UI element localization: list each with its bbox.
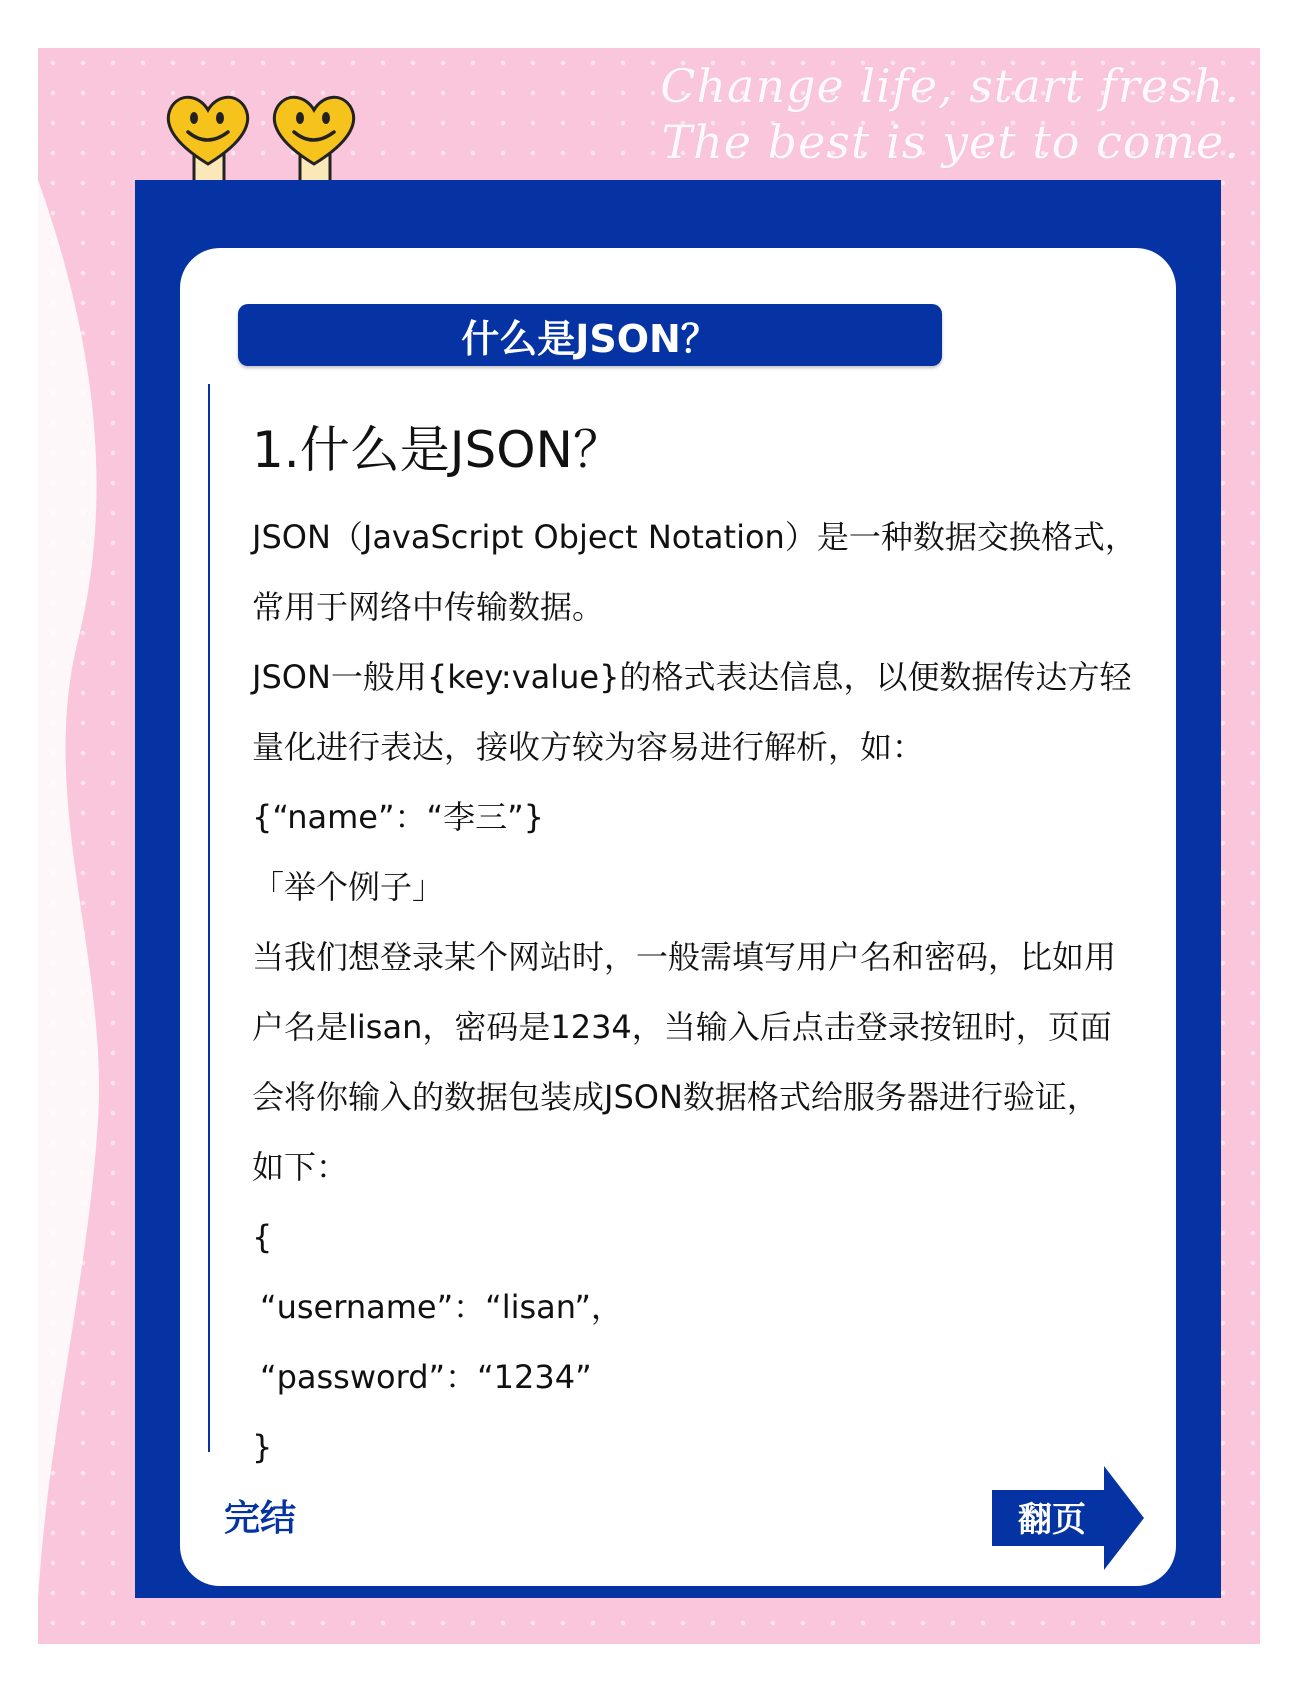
text-line: “username”：“lisan”，	[260, 1288, 623, 1326]
text-line: 如下：	[252, 1148, 349, 1186]
card-content	[252, 420, 1137, 1482]
section-heading: 1.什么是JSON？	[252, 421, 623, 479]
text-line: {“name”：“李三”}	[252, 798, 545, 836]
text-line: 当我们想登录某个网站时，一般需填写用户名和密码，比如用	[252, 938, 1117, 976]
tagline	[660, 58, 1240, 170]
text-line: 常用于网络中传输数据。	[252, 588, 605, 626]
text-line: 「举个例子」	[252, 868, 445, 906]
wavy-white-edge	[38, 180, 108, 1600]
smiley-heart-icon	[266, 86, 362, 186]
text-line: 量化进行表达，接收方较为容易进行解析，如：	[252, 728, 925, 766]
smiley-heart-icon	[160, 86, 256, 186]
text-line: JSON一般用{key:value}的格式表达信息，以便数据传达方轻	[252, 658, 1132, 696]
card-title: 什么是JSON？	[461, 316, 719, 361]
text-line: {	[252, 1218, 273, 1256]
text-line: JSON（JavaScript Object Notation）是一种数据交换格式，	[252, 518, 1137, 556]
next-page-button[interactable]: 翻页	[1018, 1499, 1086, 1540]
card-title-bar	[238, 304, 942, 366]
tagline-line-2: The best is yet to come.	[661, 115, 1240, 169]
tagline-line-1: Change life, start fresh.	[660, 59, 1240, 113]
text-line: 会将你输入的数据包装成JSON数据格式给服务器进行验证，	[252, 1078, 1099, 1116]
text-line: “password”：“1234”	[260, 1358, 592, 1396]
left-divider	[208, 384, 210, 1452]
done-label: 完结	[224, 1498, 297, 1539]
text-line: }	[252, 1428, 273, 1466]
text-line: 户名是lisan，密码是1234，当输入后点击登录按钮时，页面	[252, 1008, 1112, 1046]
